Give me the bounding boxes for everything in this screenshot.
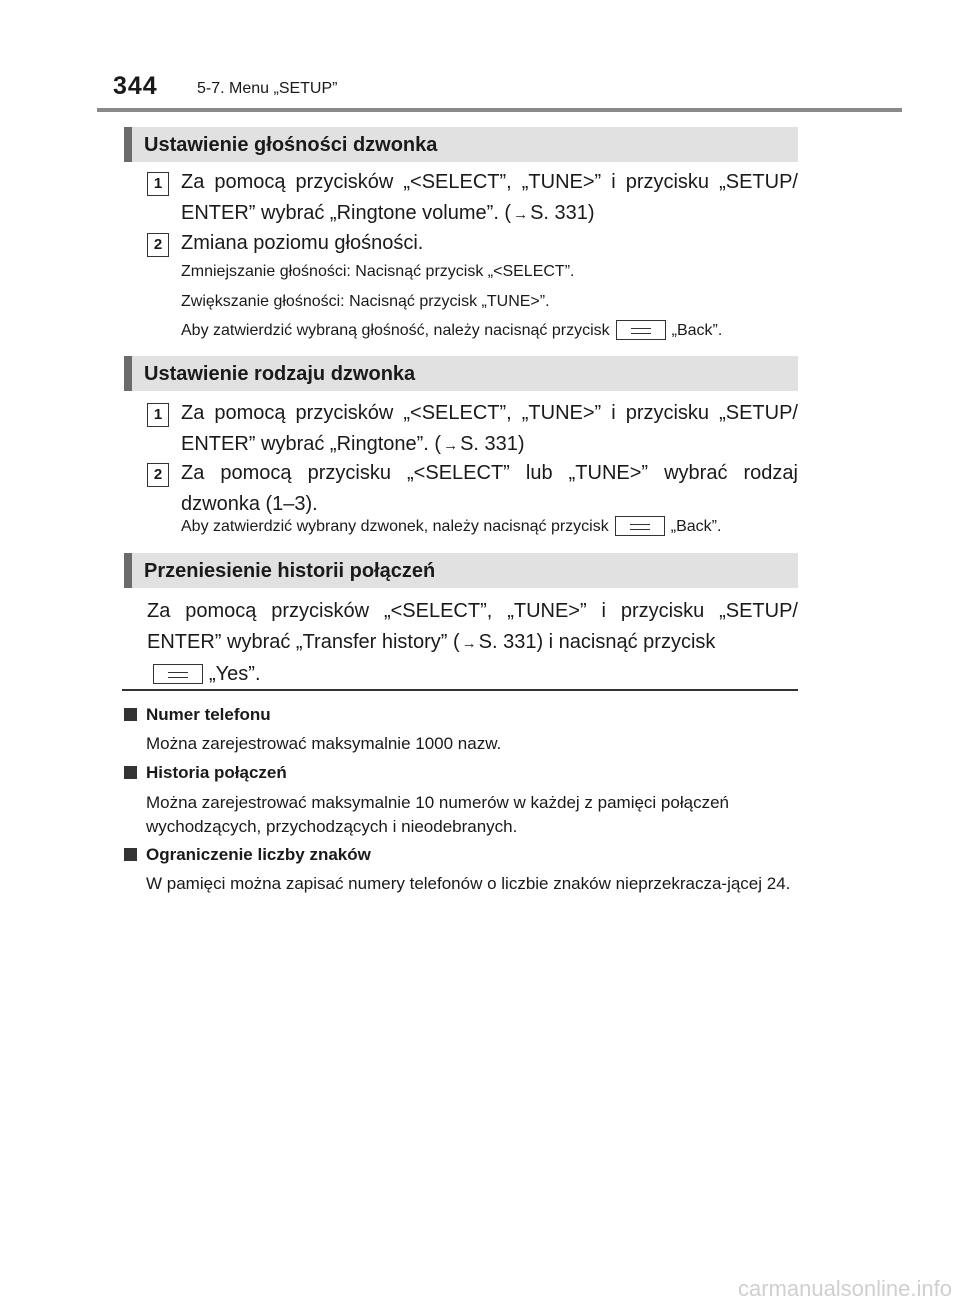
square-bullet-icon — [124, 766, 137, 779]
note-heading — [124, 705, 271, 725]
step-number-badge: 1 — [147, 403, 169, 427]
arrow-right-icon: → — [443, 437, 459, 454]
sub-instruction: Zmniejszanie głośności: Nacisnąć przycisk „<SELECT”. — [181, 263, 575, 280]
arrow-right-icon: → — [461, 635, 477, 652]
note-text: Można zarejestrować maksymalnie 1000 nazw. — [146, 734, 502, 753]
back-label: „Back”. — [671, 322, 723, 340]
section-title: Przeniesienie historii połączeń — [144, 560, 436, 582]
section-title: Ustawienie głośności dzwonka — [144, 134, 438, 156]
notes-divider — [122, 689, 798, 691]
header-divider — [97, 108, 902, 112]
back-label: „Back”. — [670, 518, 722, 536]
section-heading-ringtone-volume — [124, 127, 798, 162]
step-text-main: Za pomocą przycisków „<SELECT”, „TUNE>” i przycisku „SETUP/ ENTER” wybrać „Ringtone volume”. ( — [181, 171, 798, 224]
step-text: Za pomocą przycisku „<SELECT” lub „TUNE>” wybrać rodzaj dzwonka (1–3). — [181, 462, 798, 515]
note-title: Numer telefonu — [146, 705, 271, 724]
note-text: W pamięci można zapisać numery telefonów o liczbie znaków nieprzekracza-jącej 24. — [146, 874, 791, 893]
confirm-instruction — [181, 320, 801, 342]
step-text-main: Za pomocą przycisków „<SELECT”, „TUNE>” i przycisku „SETUP/ ENTER” wybrać „Ringtone”. ( — [181, 402, 798, 455]
section-heading-ringtone-type — [124, 356, 798, 391]
transfer-history-paragraph — [147, 596, 798, 690]
confirm-instruction — [181, 516, 801, 538]
arrow-right-icon: → — [513, 206, 529, 223]
page-reference: S. 331) — [460, 433, 525, 455]
step-number-badge: 2 — [147, 463, 169, 487]
yes-button-icon — [153, 664, 203, 684]
section-title: Ustawienie rodzaju dzwonka — [144, 363, 416, 385]
step-text — [181, 398, 798, 461]
confirm-text: Aby zatwierdzić wybraną głośność, należy nacisnąć przycisk — [181, 322, 610, 340]
sub-instruction: Zwiększanie głośności: Nacisnąć przycisk „TUNE>”. — [181, 293, 550, 310]
back-button-icon — [615, 516, 665, 536]
page-number: 344 — [113, 72, 158, 100]
back-button-icon — [616, 320, 666, 340]
note-title: Historia połączeń — [146, 763, 287, 782]
note-heading — [124, 763, 287, 783]
yes-label: „Yes”. — [209, 663, 261, 685]
chapter-title: 5-7. Menu „SETUP” — [197, 80, 338, 97]
page-reference: S. 331) — [530, 202, 595, 224]
watermark: carmanualsonline.info — [737, 1276, 952, 1301]
paragraph-text: S. 331) i nacisnąć przycisk — [478, 631, 716, 653]
square-bullet-icon — [124, 848, 137, 861]
paragraph-text: Za pomocą przycisków „<SELECT”, „TUNE>” i przycisku „SETUP/ ENTER” wybrać „Transfer history” ( — [147, 600, 798, 653]
square-bullet-icon — [124, 708, 137, 721]
confirm-text: Aby zatwierdzić wybrany dzwonek, należy nacisnąć przycisk — [181, 518, 609, 536]
note-title: Ograniczenie liczby znaków — [146, 845, 371, 864]
page-header — [0, 0, 960, 112]
step-text — [181, 167, 798, 230]
step-number-badge: 1 — [147, 172, 169, 196]
note-heading — [124, 845, 371, 865]
step-number-badge: 2 — [147, 233, 169, 257]
note-text: Można zarejestrować maksymalnie 10 numerów w każdej z pamięci połączeń wychodzących, przychodzących i nieodebranych. — [146, 793, 729, 836]
section-heading-transfer-history — [124, 553, 798, 588]
step-text: Zmiana poziomu głośności. — [181, 232, 424, 254]
